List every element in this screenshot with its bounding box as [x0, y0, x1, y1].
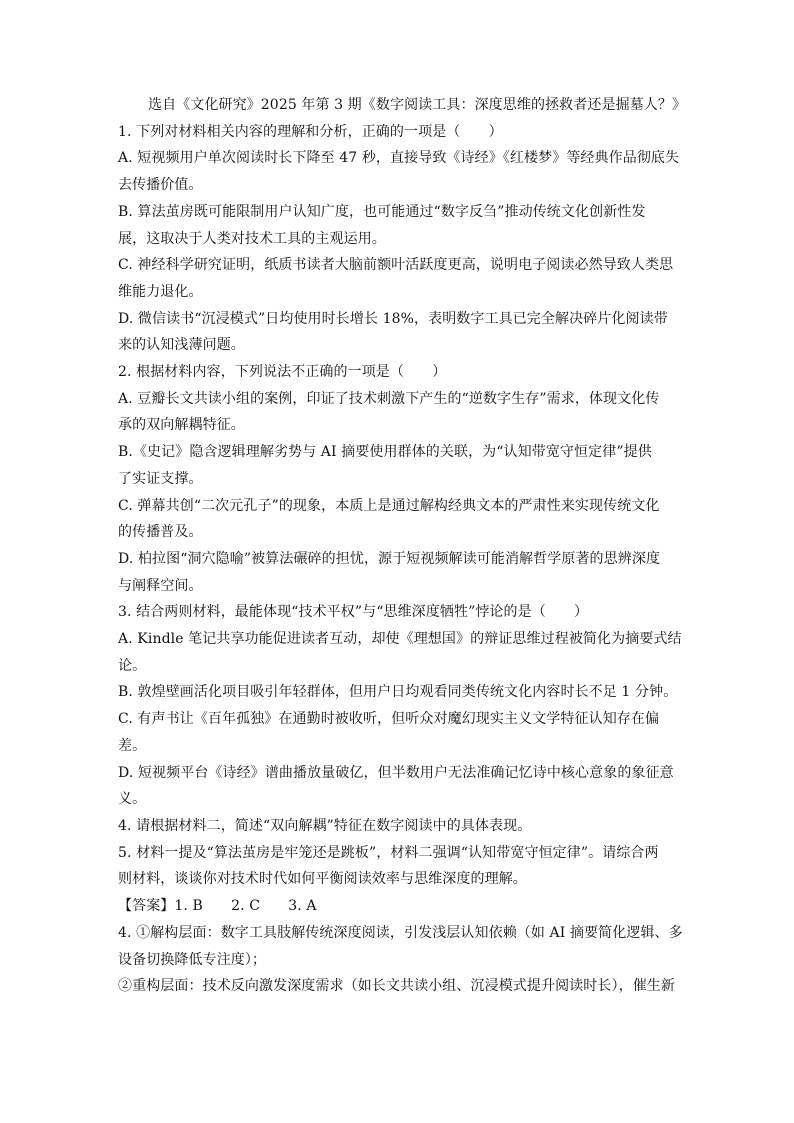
text-line: 与阐释空间。	[118, 577, 203, 594]
text-line: B.《史记》隐含逻辑理解劣势与 AI 摘要使用群体的关联，为“认知带宽守恒定律”提供	[118, 444, 652, 461]
text-line: D. 柏拉图“洞穴隐喻”被算法碾碎的担忧，源于短视频解读可能消解哲学原著的思辨深度	[118, 550, 661, 567]
text-line: 了实证支撑。	[118, 470, 203, 487]
text-line: D. 微信读书“沉浸模式”日均使用时长增长 18%，表明数字工具已完全解决碎片化阅读带	[118, 310, 668, 327]
text-line: 则材料，谈谈你对技术时代如何平衡阅读效率与思维深度的理解。	[118, 871, 527, 888]
text-line: A. 豆瓣长文共读小组的案例，印证了技术刺激下产生的“逆数字生存”需求，体现文化传	[118, 390, 660, 407]
text-line: 5. 材料一提及“算法茧房是牢笼还是跳板”，材料二强调“认知带宽守恒定律”。请综合两	[118, 844, 659, 861]
text-line: 义。	[118, 791, 147, 808]
text-line: 的传播普及。	[118, 524, 203, 541]
text-line: ②重构层面：技术反向激发深度需求（如长文共读小组、沉浸模式提升阅读时长），催生新	[118, 978, 675, 995]
text-line: 来的认知浅薄问题。	[118, 337, 245, 354]
text-line: 承的双向解耦特征。	[118, 417, 245, 434]
text-line: 设备切换降低专注度）；	[118, 951, 267, 968]
text-line: B. 敦煌壁画活化项目吸引年轻群体，但用户日均观看同类传统文化内容时长不足 1 分钟。	[118, 684, 678, 701]
text-line: C. 有声书让《百年孤独》在通勤时被收听，但听众对魔幻现实主义文学特征认知存在偏	[118, 711, 660, 728]
text-line: 4. 请根据材料二，简述“双向解耦”特征在数字阅读中的具体表现。	[118, 817, 532, 834]
text-line: 2. 根据材料内容，下列说法不正确的一项是（ ）	[118, 364, 447, 381]
text-line: C. 神经科学研究证明，纸质书读者大脑前额叶活跃度更高，说明电子阅读必然导致人类思	[118, 257, 674, 274]
text-line: 维能力退化。	[118, 283, 203, 300]
text-line: 1. 下列对材料相关内容的理解和分析，正确的一项是（ ）	[118, 123, 503, 140]
text-line: D. 短视频平台《诗经》谱曲播放量破亿，但半数用户无法准确记忆诗中核心意象的象征意	[118, 764, 674, 781]
text-line: 论。	[118, 657, 147, 674]
document-body	[118, 92, 687, 1000]
text-line: 展，这取决于人类对技术工具的主观运用。	[118, 230, 386, 247]
text-line: 4. ①解构层面：数字工具肢解传统深度阅读，引发浅层认知依赖（如 AI 摘要简化逻辑、多	[118, 924, 683, 941]
text-line: 去传播价值。	[118, 177, 203, 194]
text-line: 差。	[118, 737, 147, 754]
text-line: A. Kindle 笔记共享功能促进读者互动，却使《理想国》的辩证思维过程被简化为摘要式结	[118, 631, 682, 648]
text-line: 【答案】1. B 2. C 3. A	[118, 898, 317, 915]
text-line: B. 算法茧房既可能限制用户认知广度，也可能通过“数字反刍”推动传统文化创新性发	[118, 203, 646, 220]
source-citation: 选自《文化研究》2025 年第 3 期《数字阅读工具：深度思维的拯救者还是掘墓人？》	[148, 97, 687, 113]
text-line: A. 短视频用户单次阅读时长下降至 47 秒，直接导致《诗经》《红楼梦》等经典作品彻底失	[118, 150, 680, 167]
text-line: C. 弹幕共创“二次元孔子”的现象，本质上是通过解构经典文本的严肃性来实现传统文化	[118, 497, 660, 514]
text-line: 3. 结合两则材料，最能体现“技术平权”与“思维深度牺牲”悖论的是（ ）	[118, 604, 589, 621]
